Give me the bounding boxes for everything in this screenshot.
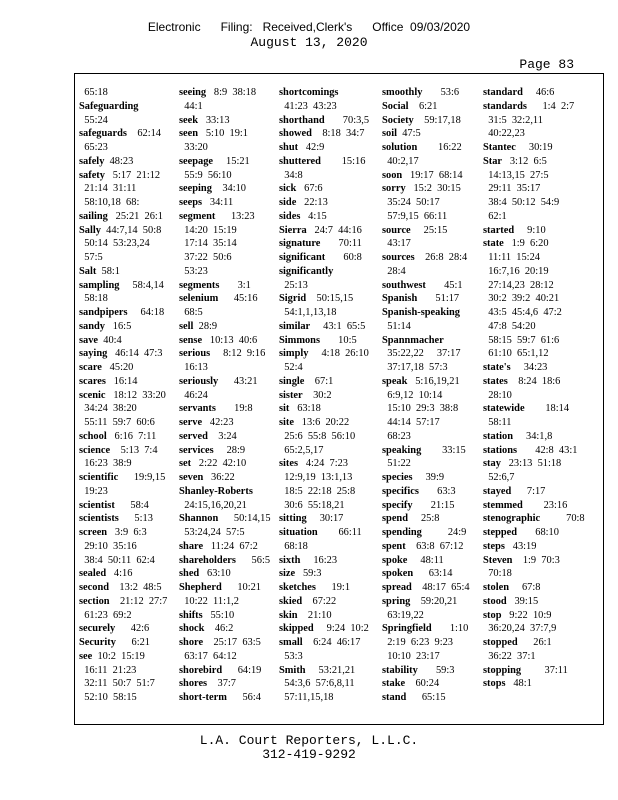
index-column-4 xyxy=(382,86,470,705)
index-line: 46:24 xyxy=(179,389,208,401)
index-line: 28:4 xyxy=(382,265,406,277)
index-line: 29:11 35:17 xyxy=(483,183,541,195)
index-line: site 13:6 20:22 xyxy=(279,417,350,428)
index-line: sandpipers 64:18 xyxy=(79,307,165,318)
word-index-table xyxy=(74,73,604,725)
index-line: smoothly 53:6 xyxy=(382,87,460,98)
index-line: 62:1 xyxy=(483,210,507,222)
index-line: single 67:1 xyxy=(279,375,334,387)
index-line: spread 48:17 65:4 xyxy=(382,582,470,593)
index-line: Safeguarding xyxy=(79,100,139,112)
index-line: simply 4:18 26:10 xyxy=(279,348,369,360)
index-line: 57:5 xyxy=(79,252,103,263)
index-line: stops 48:1 xyxy=(483,678,532,690)
index-line: 38:4 50:12 54:9 xyxy=(483,197,560,208)
index-line: shorthand 70:3,5 xyxy=(279,114,370,126)
index-line: 25:13 xyxy=(279,279,308,291)
index-line: significant 60:8 xyxy=(279,252,362,263)
index-line: 68:23 xyxy=(382,430,411,442)
index-line: shed 63:10 xyxy=(179,568,231,580)
index-line: 40:2,17 xyxy=(382,155,419,167)
index-line: 65:23 xyxy=(79,142,108,153)
index-line: 55:24 xyxy=(79,114,108,126)
index-line: Social 6:21 xyxy=(382,100,438,112)
index-line: started 9:10 xyxy=(483,224,546,236)
index-line: 36:22 37:1 xyxy=(483,650,536,662)
index-line: second 13:2 48:5 xyxy=(79,582,162,593)
index-line: sandy 16:5 xyxy=(79,320,132,332)
index-line: 44:1 xyxy=(179,100,203,112)
index-line: sell 28:9 xyxy=(179,320,218,332)
index-line: 43:5 45:4,6 47:2 xyxy=(483,307,562,318)
index-line: speaking 33:15 xyxy=(382,444,466,456)
index-line: 70:18 xyxy=(483,568,512,580)
index-line: 44:14 57:17 xyxy=(382,417,440,428)
index-line: specify 21:15 xyxy=(382,499,455,511)
index-line: 55:11 59:7 60:6 xyxy=(79,417,155,428)
index-line: 16:23 38:9 xyxy=(79,458,132,470)
index-line: sorry 15:2 30:15 xyxy=(382,183,461,195)
index-line: 68:18 xyxy=(279,540,308,552)
index-column-3 xyxy=(279,86,369,705)
index-line: selenium 45:16 xyxy=(179,293,258,305)
index-line: Star 3:12 6:5 xyxy=(483,155,547,167)
index-line: Spanish-speaking xyxy=(382,307,460,318)
index-line: seepage 15:21 xyxy=(179,155,250,167)
index-line: sampling 58:4,14 xyxy=(79,279,164,291)
index-line: Sally 44:7,14 50:8 xyxy=(79,224,162,236)
index-line: 54:1,1,13,18 xyxy=(279,307,337,318)
index-line: 25:6 55:8 56:10 xyxy=(279,430,356,442)
index-line: seen 5:10 19:1 xyxy=(179,128,248,140)
index-line: Shepherd 10:21 xyxy=(179,582,261,593)
index-line: 14:13,15 27:5 xyxy=(483,169,549,181)
index-line: 51:14 xyxy=(382,320,411,332)
index-line: station 34:1,8 xyxy=(483,430,553,442)
index-line: set 2:22 42:10 xyxy=(179,458,247,470)
index-line: 10:10 23:17 xyxy=(382,650,440,662)
index-line: 50:14 53:23,24 xyxy=(79,238,150,250)
index-line: stopping 37:11 xyxy=(483,664,568,676)
index-line: 58:10,18 68: xyxy=(79,197,140,208)
index-line: skipped 9:24 10:2 xyxy=(279,623,369,635)
index-line: 24:15,16,20,21 xyxy=(179,499,247,511)
index-line: 15:10 29:3 38:8 xyxy=(382,403,459,415)
index-line: 27:14,23 28:12 xyxy=(483,279,554,291)
index-line: 52:10 58:15 xyxy=(79,692,137,703)
index-line: 35:22,22 37:17 xyxy=(382,348,461,360)
index-line: 40:22,23 xyxy=(483,128,525,140)
index-line: seeping 34:10 xyxy=(179,183,246,195)
index-line: small 6:24 46:17 xyxy=(279,637,361,648)
index-line: 34:24 38:20 xyxy=(79,403,137,415)
index-line: sitting 30:17 xyxy=(279,513,344,525)
index-line: short-term 56:4 xyxy=(179,692,261,703)
index-line: 51:22 xyxy=(382,458,411,470)
index-line: size 59:3 xyxy=(279,568,322,580)
index-line: Spannmacher xyxy=(382,334,444,346)
index-line: serious 8:12 9:16 xyxy=(179,348,266,360)
index-line: servants 19:8 xyxy=(179,403,253,415)
index-line: 37:17,18 57:3 xyxy=(382,362,448,373)
index-line: 33:20 xyxy=(179,142,208,153)
index-line: seven 36:22 xyxy=(179,472,235,483)
index-line: 19:23 xyxy=(79,485,108,497)
index-column-5 xyxy=(483,86,585,691)
index-line: securely 42:6 xyxy=(79,623,150,635)
index-line: specifics 63:3 xyxy=(382,485,456,497)
index-line: sick 67:6 xyxy=(279,183,323,195)
index-line: 2:19 6:23 9:23 xyxy=(382,637,454,648)
index-line: Smith 53:21,21 xyxy=(279,664,356,676)
index-line: 21:14 31:11 xyxy=(79,183,137,195)
index-line: signature 70:11 xyxy=(279,238,362,250)
index-line: stations 42:8 43:1 xyxy=(483,444,578,456)
index-line: spoken 63:14 xyxy=(382,568,453,580)
index-line: sailing 25:21 26:1 xyxy=(79,210,164,222)
index-line: 32:11 50:7 51:7 xyxy=(79,678,155,690)
index-line: southwest 45:1 xyxy=(382,279,463,291)
index-line: stability 59:3 xyxy=(382,664,455,676)
index-line: Spanish 51:17 xyxy=(382,293,460,305)
index-line: stenographic 70:8 xyxy=(483,513,585,525)
index-line: sixth 16:23 xyxy=(279,554,338,566)
index-line: saying 46:14 47:3 xyxy=(79,348,163,360)
index-line: 16:13 xyxy=(179,362,208,373)
index-line: scares 16:14 xyxy=(79,375,138,387)
index-line: stolen 67:8 xyxy=(483,582,541,593)
index-line: 53:3 xyxy=(279,650,303,662)
index-line: shareholders 56:5 xyxy=(179,554,271,566)
index-line: stand 65:15 xyxy=(382,692,446,703)
index-column-1 xyxy=(79,86,167,705)
index-line: 55:9 56:10 xyxy=(179,169,232,181)
index-line: scare 45:20 xyxy=(79,362,134,373)
index-line: state 1:9 6:20 xyxy=(483,238,549,250)
index-line: safety 5:17 21:12 xyxy=(79,169,161,181)
index-line: spoke 48:11 xyxy=(382,554,444,566)
court-reporter-name: L.A. Court Reporters, L.L.C. xyxy=(199,733,419,748)
index-line: soil 47:5 xyxy=(382,128,421,140)
index-line: shifts 55:10 xyxy=(179,609,235,621)
index-line: shortcomings xyxy=(279,87,339,98)
index-line: seeing 8:9 38:18 xyxy=(179,87,257,98)
index-line: 38:4 50:11 62:4 xyxy=(79,554,155,566)
index-line: shore 25:17 63:5 xyxy=(179,637,261,648)
index-line: served 3:24 xyxy=(179,430,237,442)
index-line: significantly xyxy=(279,265,334,277)
index-line: 41:23 43:23 xyxy=(279,100,337,112)
index-line: sealed 4:16 xyxy=(79,568,133,580)
index-line: Society 59:17,18 xyxy=(382,114,461,126)
index-line: share 11:24 67:2 xyxy=(179,540,258,552)
index-line: 63:19,22 xyxy=(382,609,424,621)
index-line: shorebird 64:19 xyxy=(179,664,262,676)
index-line: scientists 5:13 xyxy=(79,513,153,525)
index-line: stopped 26:1 xyxy=(483,637,552,648)
index-line: 57:9,15 66:11 xyxy=(382,210,448,222)
index-line: spent 63:8 67:12 xyxy=(382,540,464,552)
index-line: 16:7,16 20:19 xyxy=(483,265,549,277)
index-line: 12:9,19 13:1,13 xyxy=(279,472,353,483)
index-line: seriously 43:21 xyxy=(179,375,258,387)
index-line: Shanley-Roberts xyxy=(179,485,253,497)
index-line: source 25:15 xyxy=(382,224,448,236)
index-line: see 10:2 15:19 xyxy=(79,650,145,662)
index-line: 28:10 xyxy=(483,389,512,401)
index-line: skin 21:10 xyxy=(279,609,332,621)
index-line: 58:18 xyxy=(79,293,108,305)
index-line: 65:2,5,17 xyxy=(279,444,324,456)
index-line: Stantec 30:19 xyxy=(483,142,553,153)
index-line: Sigrid 50:15,15 xyxy=(279,293,354,305)
index-line: species 39:9 xyxy=(382,472,445,483)
index-line: 54:3,6 57:6,8,11 xyxy=(279,678,355,690)
index-line: segments 3:1 xyxy=(179,279,251,291)
index-line: standard 46:6 xyxy=(483,87,555,98)
index-line: stepped 68:10 xyxy=(483,527,559,538)
index-line: sources 26:8 28:4 xyxy=(382,252,468,263)
index-line: save 40:4 xyxy=(79,334,122,346)
index-line: seek 33:13 xyxy=(179,114,230,126)
index-line: sides 4:15 xyxy=(279,210,327,222)
index-line: seeps 34:11 xyxy=(179,197,234,208)
index-line: 17:14 35:14 xyxy=(179,238,237,250)
index-line: statewide 18:14 xyxy=(483,403,570,415)
index-line: situation 66:11 xyxy=(279,527,362,538)
index-line: 29:10 35:16 xyxy=(79,540,137,552)
filing-stamp: Electronic Filing: Received,Clerk's Office 09/03/2020 xyxy=(147,20,471,34)
index-line: shock 46:2 xyxy=(179,623,234,635)
index-line: stemmed 23:16 xyxy=(483,499,568,511)
index-line: sister 30:2 xyxy=(279,389,332,401)
index-line: side 22:13 xyxy=(279,197,328,208)
index-line: stop 9:22 10:9 xyxy=(483,609,552,621)
index-line: 61:10 65:1,12 xyxy=(483,348,549,360)
index-line: 18:5 22:18 25:8 xyxy=(279,485,356,497)
index-line: stayed 7:17 xyxy=(483,485,546,497)
index-line: 16:11 21:23 xyxy=(79,664,137,676)
index-line: segment 13:23 xyxy=(179,210,255,222)
index-line: states 8:24 18:6 xyxy=(483,375,561,387)
index-line: spring 59:20,21 xyxy=(382,595,458,607)
index-line: solution 16:22 xyxy=(382,142,462,153)
index-line: 30:2 39:2 40:21 xyxy=(483,293,560,305)
index-line: serve 42:23 xyxy=(179,417,234,428)
index-line: scientist 58:4 xyxy=(79,499,149,511)
index-line: 52:6,7 xyxy=(483,472,515,483)
index-line: screen 3:9 6:3 xyxy=(79,527,147,538)
index-line: sites 4:24 7:23 xyxy=(279,458,348,470)
index-line: skied 67:22 xyxy=(279,595,337,607)
index-line: soon 19:17 68:14 xyxy=(382,169,463,181)
index-line: 53:24,24 57:5 xyxy=(179,527,245,538)
index-column-2 xyxy=(179,86,271,705)
index-line: 10:22 11:1,2 xyxy=(179,595,239,607)
index-line: steps 43:19 xyxy=(483,540,537,552)
index-line: 35:24 50:17 xyxy=(382,197,440,208)
index-line: 37:22 50:6 xyxy=(179,252,232,263)
index-line: 68:5 xyxy=(179,307,203,318)
index-line: 61:23 69:2 xyxy=(79,609,132,621)
index-line: sketches 19:1 xyxy=(279,582,351,593)
index-line: shut 42:9 xyxy=(279,142,325,153)
index-line: Springfield 1:10 xyxy=(382,623,469,635)
index-line: sit 63:18 xyxy=(279,403,321,415)
index-line: stay 23:13 51:18 xyxy=(483,458,562,470)
index-line: school 6:16 7:11 xyxy=(79,430,157,442)
index-line: Shannon 50:14,15 xyxy=(179,513,271,525)
index-line: shores 37:7 xyxy=(179,678,236,690)
index-line: Steven 1:9 70:3 xyxy=(483,554,560,566)
index-line: spending 24:9 xyxy=(382,527,467,538)
index-line: safeguards 62:14 xyxy=(79,128,161,140)
index-line: state's 34:23 xyxy=(483,362,548,373)
index-line: showed 8:18 34:7 xyxy=(279,128,365,140)
index-line: services 28:9 xyxy=(179,444,246,456)
index-line: Sierra 24:7 44:16 xyxy=(279,224,362,236)
index-line: standards 1:4 2:7 xyxy=(483,100,575,112)
index-line: section 21:12 27:7 xyxy=(79,595,168,607)
index-line: 58:15 59:7 61:6 xyxy=(483,334,560,346)
index-line: scenic 18:12 33:20 xyxy=(79,389,166,401)
index-line: 63:17 64:12 xyxy=(179,650,237,662)
index-line: 31:5 32:2,11 xyxy=(483,114,543,126)
index-line: 43:17 xyxy=(382,238,411,250)
index-line: 36:20,24 37:7,9 xyxy=(483,623,557,635)
index-line: stood 39:15 xyxy=(483,595,539,607)
court-reporter-phone: 312-419-9292 xyxy=(262,747,356,762)
index-line: sense 10:13 40:6 xyxy=(179,334,258,346)
index-line: spend 25:8 xyxy=(382,513,440,525)
index-line: 11:11 15:24 xyxy=(483,252,540,263)
index-line: 52:4 xyxy=(279,362,303,373)
index-line: shuttered 15:16 xyxy=(279,155,366,167)
hearing-date: August 13, 2020 xyxy=(250,35,368,50)
index-line: Security 6:21 xyxy=(79,637,150,648)
index-line: 53:23 xyxy=(179,265,208,277)
index-line: safely 48:23 xyxy=(79,155,134,167)
index-line: 14:20 15:19 xyxy=(179,224,237,236)
index-line: 47:8 54:20 xyxy=(483,320,536,332)
index-line: scientific 19:9,15 xyxy=(79,472,166,483)
index-line: Salt 58:1 xyxy=(79,265,120,277)
index-line: 58:11 xyxy=(483,417,512,428)
index-line: 6:9,12 10:14 xyxy=(382,389,443,401)
index-line: speak 5:16,19,21 xyxy=(382,375,460,387)
index-line: science 5:13 7:4 xyxy=(79,444,158,456)
index-line: similar 43:1 65:5 xyxy=(279,320,366,332)
index-line: Simmons 10:5 xyxy=(279,334,357,346)
index-line: 30:6 55:18,21 xyxy=(279,499,345,511)
index-line: 34:8 xyxy=(279,169,303,181)
index-line: stake 60:24 xyxy=(382,678,440,690)
index-line: 57:11,15,18 xyxy=(279,692,334,703)
page-number: Page 83 xyxy=(519,57,574,72)
index-line: 65:18 xyxy=(79,87,108,98)
